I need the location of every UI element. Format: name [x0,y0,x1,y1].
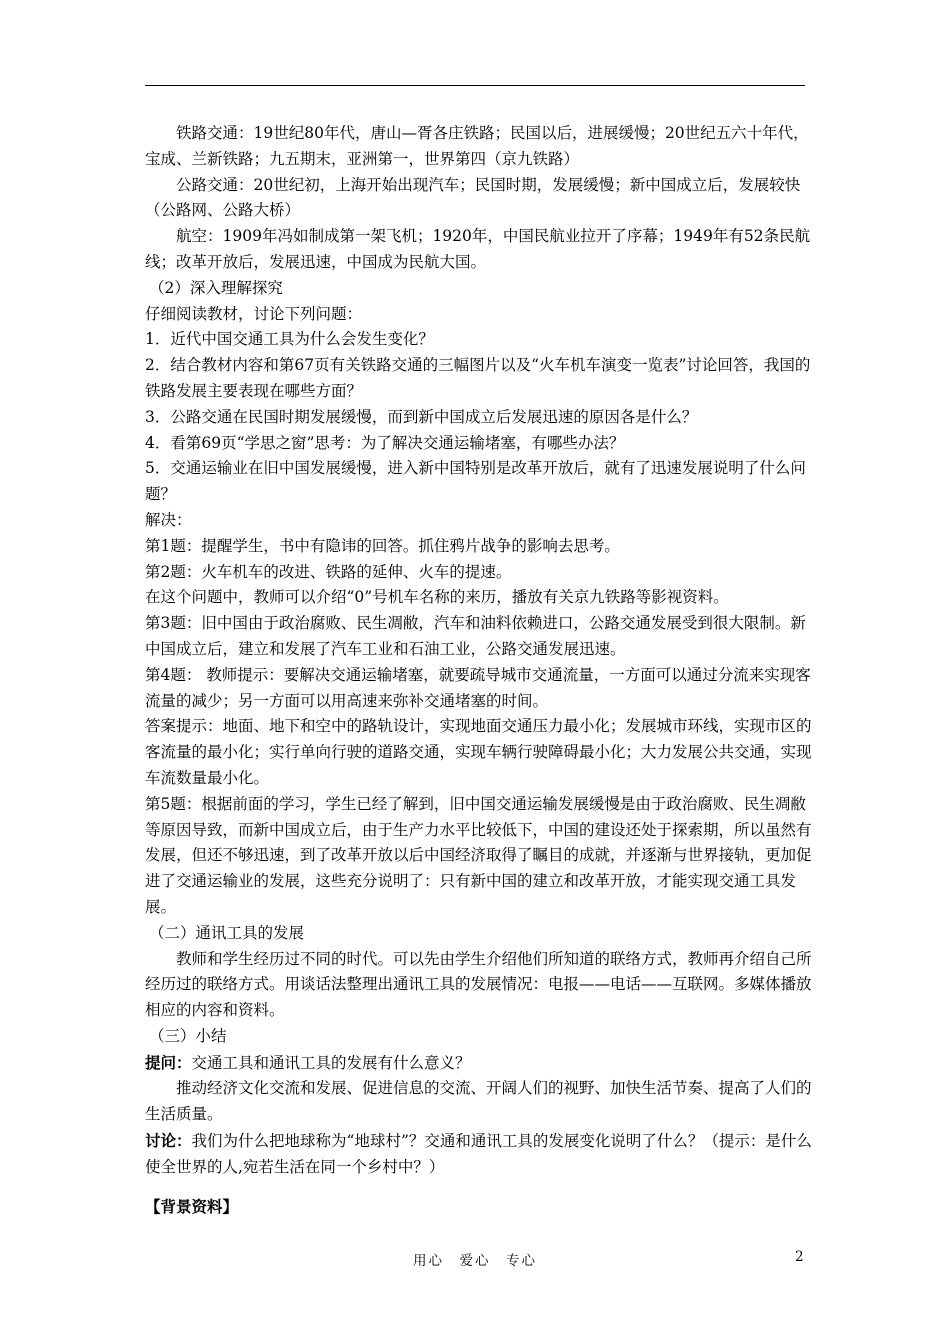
page-number: 2 [795,1249,804,1265]
discussion-label: 讨论： [145,1131,192,1151]
paragraph: 答案提示：地面、地下和空中的路轨设计，实现地面交通压力最小化；发展城市环线，实现市区的客流量的最小化；实行单向行驶的道路交通，实现车辆行驶障碍最小化；大力发展公共交通，实现车流数量最小化。 [145,717,812,787]
paragraph: 1．近代中国交通工具为什么会发生变化？ [145,330,434,349]
paragraph: 公路交通：20世纪初，上海开始出现汽车；民国时期，发展缓慢；新中国成立后，发展较快（公路网、公路大桥） [145,175,801,220]
question-text: 交通工具和通讯工具的发展有什么意义？ [191,1053,471,1072]
paragraph-list [145,121,815,1050]
header-rule [145,85,805,86]
paragraph: （2）深入理解探究 [149,278,283,297]
discussion-paragraph [145,1128,815,1181]
paragraph: 铁路交通：19世纪80年代，唐山—胥各庄铁路；民国以后，进展缓慢；20世纪五六十年代，宝成、兰新铁路；九五期末，亚洲第一，世界第四（京九铁路） [145,124,809,168]
discussion-text: 我们为什么把地球称为“地球村”？交通和通讯工具的发展变化说明了什么？（提示：是什么使全世界的人,宛若生活在同一个乡村中？） [145,1132,812,1176]
paragraph: 2．结合教材内容和第67页有关铁路交通的三幅图片以及“火车机车演变一览表”讨论回答，我国的铁路发展主要表现在哪些方面？ [145,356,811,400]
background-section-title: 【背景资料】 [145,1197,239,1216]
question-label: 提问： [145,1052,192,1072]
question-paragraph [145,1050,815,1077]
paragraph: 4．看第69页“学思之窗”思考：为了解决交通运输堵塞，有哪些办法？ [145,433,625,452]
paragraph: 第1题：提醒学生，书中有隐讳的回答。抓住鸦片战争的影响去思考。 [145,536,620,555]
paragraph: 3．公路交通在民国时期发展缓慢，而到新中国成立后发展迅速的原因各是什么？ [145,407,698,426]
paragraph: 在这个问题中，教师可以介绍“0”号机车名称的来历，播放有关京九铁路等影视资料。 [145,588,729,607]
answer-paragraph: 推动经济文化交流和发展、促进信息的交流、开阔人们的视野、加快生活节奏、提高了人们的生活质量。 [145,1079,812,1124]
document-body [145,121,815,1181]
paragraph: 教师和学生经历过不同的时代。可以先由学生介绍他们所知道的联络方式，教师再介绍自己所经历过的联络方式。用谈话法整理出通讯工具的发展情况：电报——电话——互联网。多媒体播放相应的内容和资料。 [145,949,812,1020]
paragraph: 仔细阅读教材，讨论下列问题： [145,304,363,323]
paragraph: （二）通讯工具的发展 [149,923,305,942]
paragraph: 第3题：旧中国由于政治腐败、民生凋敝，汽车和油料依赖进口，公路交通发展受到很大限制。新中国成立后，建立和发展了汽车工业和石油工业，公路交通发展迅速。 [145,614,806,658]
paragraph: 航空：1909年冯如制成第一架飞机；1920年，中国民航业拉开了序幕；1949年有52条民航线；改革开放后，发展迅速，中国成为民航大国。 [145,227,811,271]
paragraph: 第4题： 教师提示：要解决交通运输堵塞，就要疏导城市交通流量，一方面可以通过分流来实现客流量的减少；另一方面可以用高速来弥补交通堵塞的时间。 [145,665,811,710]
paragraph: （三）小结 [149,1026,227,1045]
footer-motto: 用心 爱心 专心 [413,1253,537,1269]
paragraph: 5．交通运输业在旧中国发展缓慢，进入新中国特别是改革开放后，就有了迅速发展说明了什么问题？ [145,459,806,504]
paragraph: 解决： [145,510,192,529]
paragraph: 第5题：根据前面的学习，学生已经了解到，旧中国交通运输发展缓慢是由于政治腐败、民生凋敝等原因导致，而新中国成立后，由于生产力水平比较低下，中国的建设还处于探索期，所以虽然有发展，但还不够迅速，到了改革开放以后中国经济取得了瞩目的成就，并逐渐与世界接轨，更加促进了交通运输业的发展，这些充分说明了：只有新中国的建立和改革开放，才能实现交通工具发展。 [145,794,812,916]
paragraph: 第2题：火车机车的改进、铁路的延伸、火车的提速。 [145,562,512,581]
